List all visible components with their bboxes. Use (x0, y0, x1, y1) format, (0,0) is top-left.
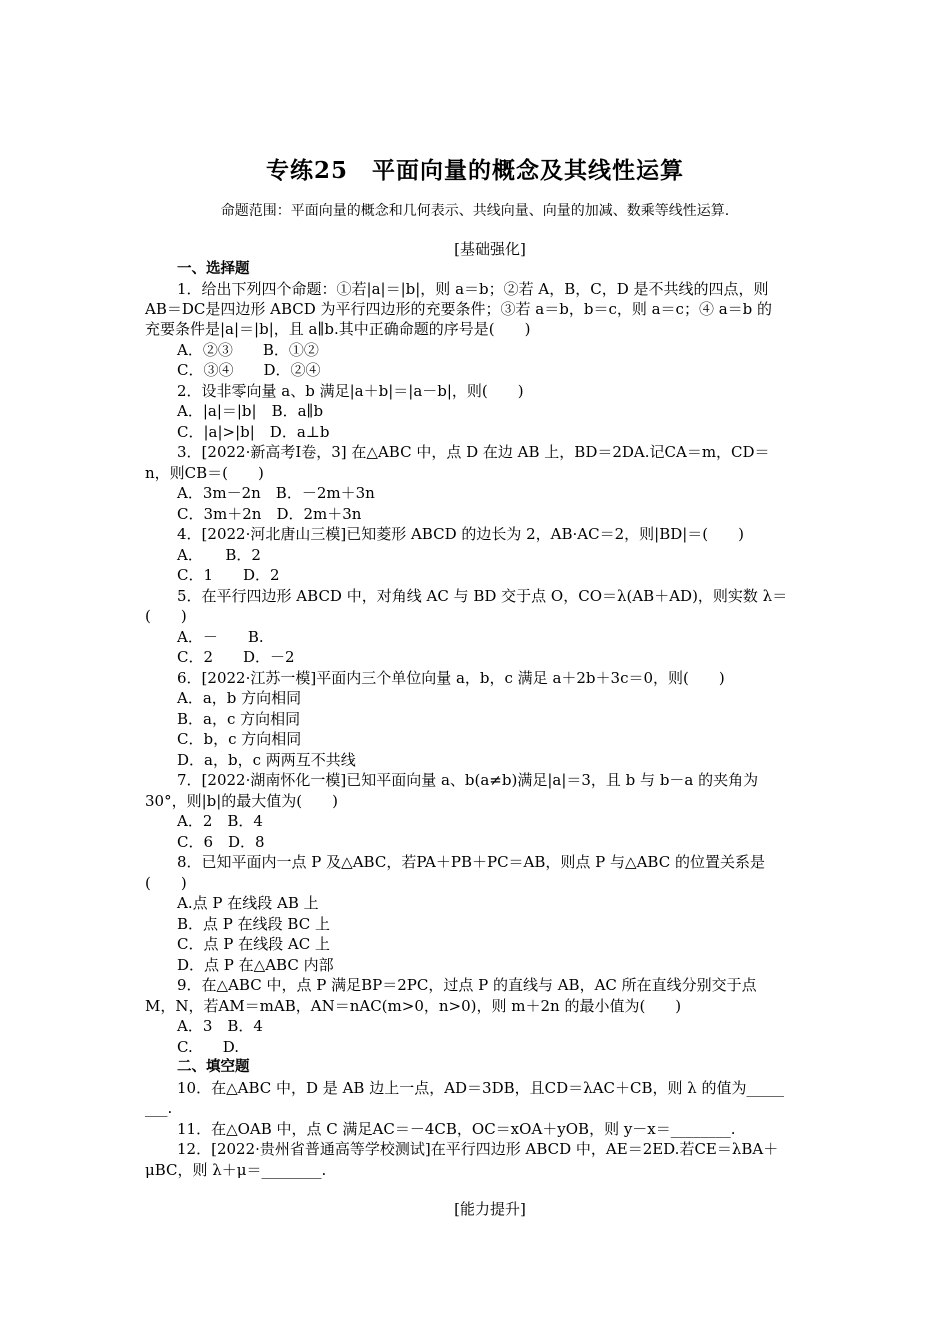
text-line: ( ) (145, 874, 187, 892)
option-line: B．a，c 方向相同 (177, 710, 301, 728)
text-line: 1．给出下列四个命题：①若|a|＝|b|，则 a＝b；②若 A，B，C，D 是不共线的四点，则 (177, 280, 769, 298)
option-line: C．b，c 方向相同 (177, 730, 302, 748)
text-line: 9．在△ABC 中，点 P 满足BP＝2PC，过点 P 的直线与 AB，AC 所在直线分别交于点 (177, 976, 757, 994)
text-line: ___. (145, 1099, 173, 1117)
option-line: C．点 P 在线段 AC 上 (177, 935, 330, 953)
option-line: D．a，b，c 两两互不共线 (177, 751, 356, 769)
option-line: A．2 B．4 (177, 812, 263, 830)
text-line: 2．设非零向量 a、b 满足|a＋b|＝|a－b|，则( ) (177, 382, 524, 400)
option-line: C．③④ D．②④ (177, 361, 321, 379)
option-line: B．点 P 在线段 BC 上 (177, 915, 330, 933)
option-line: C．1 D．2 (177, 566, 280, 584)
option-line: A．3m－2n B．－2m＋3n (177, 484, 375, 502)
option-line: A．－ B. (177, 628, 264, 646)
text-line: 3．[2022·新高考Ⅰ卷，3] 在△ABC 中，点 D 在边 AB 上，BD＝2DA.记CA＝m，CD＝ (177, 443, 770, 461)
option-line: A．|a|＝|b| B．a∥b (177, 402, 324, 420)
option-line: A．3 B．4 (177, 1017, 263, 1035)
page-title: 专练25 平面向量的概念及其线性运算 (265, 157, 684, 184)
text-line: 12．[2022·贵州省普通高等学校测试]在平行四边形 ABCD 中，AE＝2ED.若CE＝λBA＋ (177, 1140, 779, 1158)
text-line: 30°，则|b|的最大值为( ) (145, 792, 339, 810)
section-advanced-label: [能力提升] (454, 1200, 526, 1218)
option-line: C．6 D．8 (177, 833, 265, 851)
text-line: 充要条件是|a|＝|b|，且 a∥b.其中正确命题的序号是( ) (145, 320, 531, 338)
option-line: C．|a|>|b| D．a⊥b (177, 423, 330, 441)
option-line: A．②③ B．①② (177, 341, 319, 359)
option-line: C．3m＋2n D．2m＋3n (177, 505, 362, 523)
heading-choice: 一、选择题 (177, 260, 250, 277)
heading-fill: 二、填空题 (177, 1058, 250, 1075)
topic-scope: 命题范围：平面向量的概念和几何表示、共线向量、向量的加减、数乘等线性运算. (220, 203, 730, 219)
section-basic-label: [基础强化] (454, 240, 526, 258)
text-line: n，则CB＝( ) (145, 464, 264, 482)
text-line: 7．[2022·湖南怀化一模]已知平面向量 a、b(a≠b)满足|a|＝3，且 b 与 b－a 的夹角为 (177, 771, 759, 789)
text-line: 10．在△ABC 中，D 是 AB 边上一点，AD＝3DB，且CD＝λAC＋CB，则 λ 的值为_____ (177, 1079, 785, 1097)
option-line: A.点 P 在线段 AB 上 (177, 894, 319, 912)
text-line: ( ) (145, 607, 187, 625)
text-line: 5．在平行四边形 ABCD 中，对角线 AC 与 BD 交于点 O，CO＝λ(AB＋AD)，则实数 λ＝ (177, 587, 788, 605)
option-line: A．a，b 方向相同 (177, 689, 302, 707)
option-line: D．点 P 在△ABC 内部 (177, 956, 334, 974)
text-line: 6．[2022·江苏一模]平面内三个单位向量 a，b，c 满足 a＋2b＋3c＝0，则( ) (177, 669, 725, 687)
option-line: C．2 D．－2 (177, 648, 295, 666)
text-line: M，N，若AM＝mAB，AN＝nAC(m>0，n>0)，则 m＋2n 的最小值为( ) (145, 997, 682, 1015)
text-line: μBC，则 λ＋μ＝________. (145, 1161, 327, 1179)
text-line: 4．[2022·河北唐山三模]已知菱形 ABCD 的边长为 2，AB·AC＝2，则|BD|＝( ) (177, 525, 745, 543)
text-line: 11．在△OAB 中，点 C 满足AC＝－4CB，OC＝xOA＋yOB，则 y－x＝________. (177, 1120, 736, 1138)
text-line: AB＝DC是四边形 ABCD 为平行四边形的充要条件；③若 a＝b，b＝c，则 a＝c；④ a＝b 的 (145, 300, 773, 318)
text-line: 8．已知平面内一点 P 及△ABC，若PA＋PB＋PC＝AB，则点 P 与△ABC 的位置关系是 (177, 853, 765, 871)
option-line: C. D. (177, 1038, 239, 1056)
option-line: A． B．2 (177, 546, 261, 564)
